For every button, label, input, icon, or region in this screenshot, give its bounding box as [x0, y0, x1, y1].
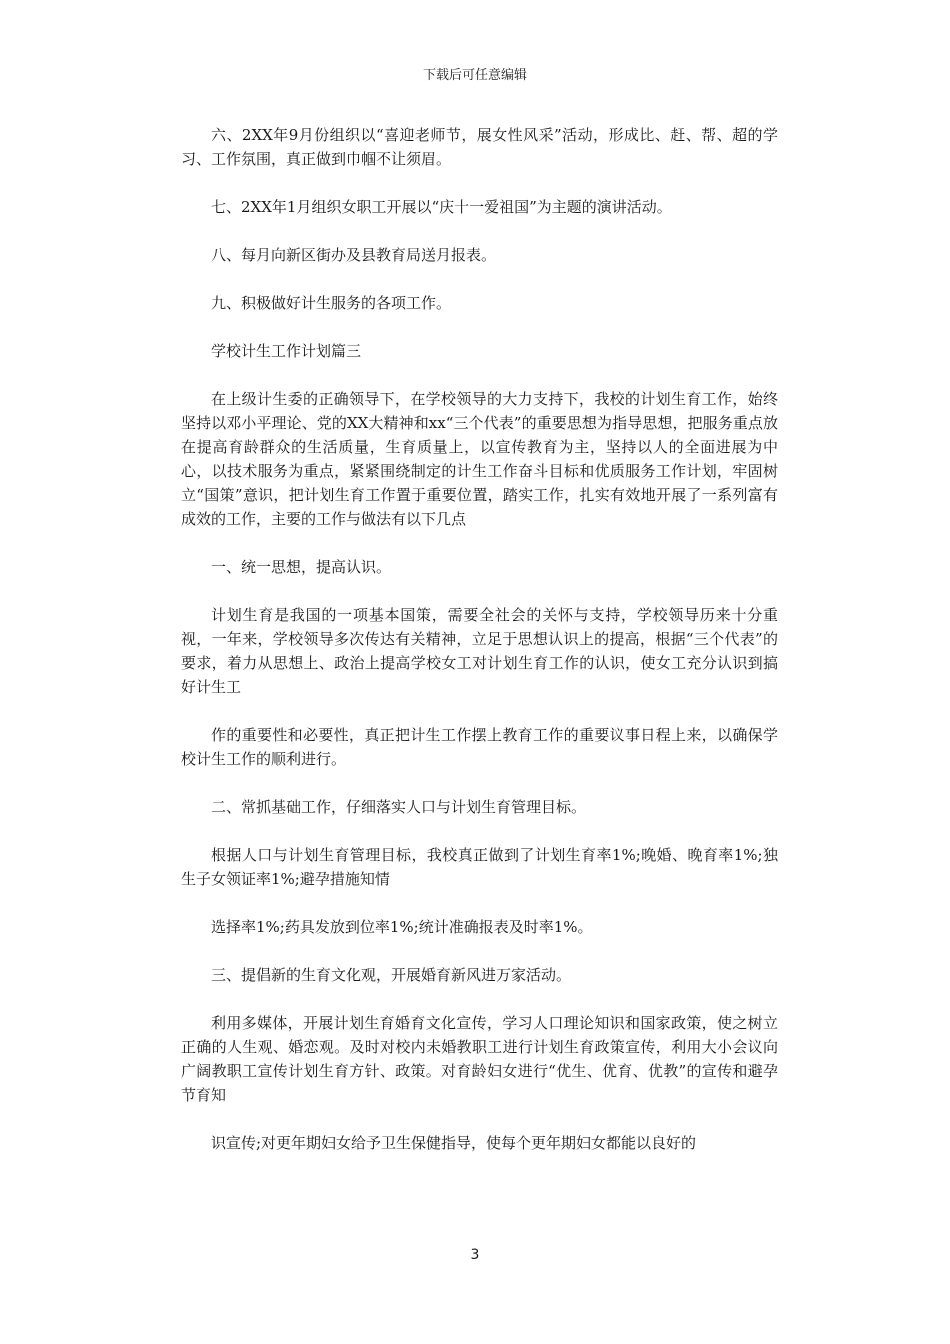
paragraph: 根据人口与计划生育管理目标，我校真正做到了计划生育率1%;晚婚、晚育率1%;独生子女领证率1%;避孕措施知情 [181, 846, 778, 888]
paragraph: 一、统一思想，提高认识。 [211, 558, 392, 576]
paragraph: 选择率1%;药具发放到位率1%;统计准确报表及时率1%。 [211, 918, 593, 936]
section-heading: 学校计生工作计划篇三 [211, 342, 362, 360]
paragraph: 利用多媒体，开展计划生育婚育文化宣传，学习人口理论知识和国家政策，使之树立正确的人生观、婚恋观。及时对校内未婚教职工进行计划生育政策宣传，利用大小会议向广阔教职工宣传计划生育方针、政策。对育龄妇女进行“优生、优育、优教”的宣传和避孕节育知 [181, 1014, 778, 1104]
page-header: 下载后可任意编辑 [422, 68, 527, 83]
paragraph: 识宣传;对更年期妇女给予卫生保健指导，使每个更年期妇女都能以良好的 [211, 1134, 697, 1152]
paragraph: 三、提倡新的生育文化观，开展婚育新风进万家活动。 [211, 966, 572, 984]
paragraph: 计划生育是我国的一项基本国策，需要全社会的关怀与支持，学校领导历来十分重视，一年来，学校领导多次传达有关精神，立足于思想认识上的提高，根据“三个代表”的要求，着力从思想上、政治上提高学校女工对计划生育工作的认识，使女工充分认识到搞好计生工 [181, 606, 778, 696]
document-body [181, 123, 778, 1179]
page-number: 3 [470, 1247, 480, 1263]
paragraph: 作的重要性和必要性，真正把计生工作摆上教育工作的重要议事日程上来，以确保学校计生工作的顺利进行。 [181, 726, 778, 768]
paragraph: 九、积极做好计生服务的各项工作。 [211, 294, 452, 312]
paragraph: 八、每月向新区街办及县教育局送月报表。 [211, 246, 497, 264]
paragraph: 二、常抓基础工作，仔细落实人口与计划生育管理目标。 [211, 798, 587, 816]
paragraph: 六、2XX年9月份组织以“喜迎老师节，展女性风采”活动，形成比、赶、帮、超的学习、工作氛围，真正做到巾帼不让须眉。 [181, 126, 778, 168]
paragraph: 在上级计生委的正确领导下，在学校领导的大力支持下，我校的计划生育工作，始终坚持以邓小平理论、党的XX大精神和xx“三个代表”的重要思想为指导思想，把服务重点放在提高育龄群众的生活质量，生育质量上，以宣传教育为主，坚持以人的全面进展为中心，以技术服务为重点，紧紧围绕制定的计生工作奋斗目标和优质服务工作计划，牢固树立“国策”意识，把计划生育工作置于重要位置，踏实工作，扎实有效地开展了一系列富有成效的工作，主要的工作与做法有以下几点 [181, 390, 778, 528]
paragraph: 七、2XX年1月组织女职工开展以“庆十一爱祖国”为主题的演讲活动。 [211, 198, 672, 216]
